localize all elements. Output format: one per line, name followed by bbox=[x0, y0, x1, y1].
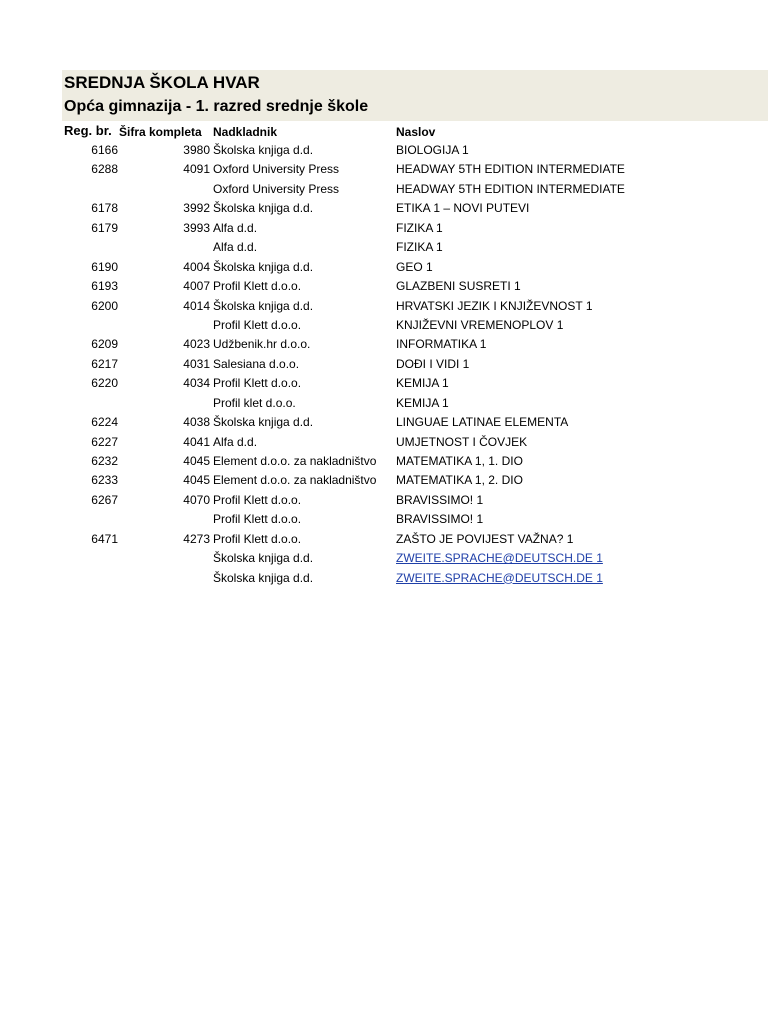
cell-nadkladnik: Profil Klett d.o.o. bbox=[213, 376, 302, 391]
cell-reg: 6224 bbox=[91, 415, 118, 430]
cell-sifra: 4045 bbox=[183, 454, 210, 468]
cell-sifra: 4273 bbox=[183, 531, 210, 546]
cell-nadkladnik: Profil Klett d.o.o. bbox=[213, 492, 302, 507]
table-row bbox=[0, 316, 768, 335]
cell-reg: 6190 bbox=[91, 259, 118, 274]
cell-naslov: HEADWAY 5TH EDITION INTERMEDIATE bbox=[396, 181, 625, 196]
cell-naslov-link[interactable]: ZWEITE.SPRACHE@DEUTSCH.DE 1 bbox=[396, 570, 603, 585]
table-row bbox=[0, 569, 768, 588]
cell-naslov: KEMIJA 1 bbox=[396, 395, 449, 410]
cell-reg: 6209 bbox=[91, 337, 118, 352]
table-row bbox=[0, 180, 768, 199]
cell-naslov-link[interactable]: ZWEITE.SPRACHE@DEUTSCH.DE 1 bbox=[396, 551, 603, 566]
cell-naslov: ZAŠTO JE POVIJEST VAŽNA? 1 bbox=[396, 531, 574, 546]
cell-nadkladnik: Školska knjiga d.d. bbox=[213, 201, 314, 216]
table-row bbox=[0, 238, 768, 257]
cell-nadkladnik: Alfa d.d. bbox=[213, 434, 258, 449]
cell-nadkladnik: Školska knjiga d.d. bbox=[213, 298, 314, 313]
table-row bbox=[0, 160, 768, 179]
cell-nadkladnik: Školska knjiga d.d. bbox=[213, 143, 314, 157]
table-row bbox=[0, 549, 768, 568]
cell-naslov: HRVATSKI JEZIK I KNJIŽEVNOST 1 bbox=[396, 298, 593, 313]
cell-nadkladnik: Profil klet d.o.o. bbox=[213, 395, 296, 410]
cell-sifra: 4091 bbox=[183, 162, 210, 177]
cell-naslov: KNJIŽEVNI VREMENOPLOV 1 bbox=[396, 317, 564, 332]
cell-naslov: FIZIKA 1 bbox=[396, 220, 443, 235]
cell-nadkladnik: Profil Klett d.o.o. bbox=[213, 531, 302, 546]
table-row bbox=[0, 433, 768, 452]
cell-nadkladnik: Salesiana d.o.o. bbox=[213, 356, 300, 371]
table-body bbox=[0, 141, 768, 588]
cell-naslov: KEMIJA 1 bbox=[396, 376, 449, 391]
cell-naslov: BRAVISSIMO! 1 bbox=[396, 492, 484, 507]
cell-nadkladnik: Udžbenik.hr d.o.o. bbox=[213, 337, 311, 352]
cell-nadkladnik: Profil Klett d.o.o. bbox=[213, 279, 302, 294]
cell-nadkladnik: Školska knjiga d.d. bbox=[213, 415, 314, 430]
cell-sifra: 3980 bbox=[183, 143, 210, 157]
cell-naslov: GLAZBENI SUSRETI 1 bbox=[396, 279, 521, 294]
school-title: SREDNJA ŠKOLA HVAR bbox=[64, 73, 260, 92]
table-row bbox=[0, 141, 768, 160]
cell-naslov: BRAVISSIMO! 1 bbox=[396, 512, 484, 527]
cell-sifra: 4038 bbox=[183, 415, 210, 430]
cell-reg: 6227 bbox=[91, 434, 118, 449]
cell-sifra: 4041 bbox=[183, 434, 210, 449]
table-row bbox=[0, 394, 768, 413]
cell-reg: 6232 bbox=[91, 454, 118, 468]
column-header-reg: Reg. br. bbox=[64, 123, 112, 138]
table-row bbox=[0, 199, 768, 218]
table-row bbox=[0, 258, 768, 277]
cell-naslov: BIOLOGIJA 1 bbox=[396, 143, 469, 157]
cell-reg: 6200 bbox=[91, 298, 118, 313]
cell-reg: 6471 bbox=[91, 531, 118, 546]
cell-reg: 6178 bbox=[91, 201, 118, 216]
cell-nadkladnik: Alfa d.d. bbox=[213, 240, 258, 255]
cell-nadkladnik: Školska knjiga d.d. bbox=[213, 570, 314, 585]
cell-sifra: 4014 bbox=[183, 298, 210, 313]
table-row bbox=[0, 219, 768, 238]
cell-nadkladnik: Element d.o.o. za nakladništvo bbox=[213, 454, 377, 468]
cell-sifra: 4034 bbox=[183, 376, 210, 391]
cell-reg: 6288 bbox=[91, 162, 118, 177]
column-header-nadkladnik: Nadkladnik bbox=[213, 125, 278, 139]
cell-naslov: INFORMATIKA 1 bbox=[396, 337, 487, 352]
column-header-naslov: Naslov bbox=[396, 125, 436, 139]
cell-nadkladnik: Školska knjiga d.d. bbox=[213, 551, 314, 566]
cell-naslov: DOĐI I VIDI 1 bbox=[396, 356, 470, 371]
table-row bbox=[0, 510, 768, 529]
cell-sifra: 3993 bbox=[183, 220, 210, 235]
cell-reg: 6217 bbox=[91, 356, 118, 371]
cell-reg: 6193 bbox=[91, 279, 118, 294]
cell-naslov: FIZIKA 1 bbox=[396, 240, 443, 255]
cell-sifra: 4007 bbox=[183, 279, 210, 294]
column-header-sifra: Šifra kompleta bbox=[119, 125, 202, 139]
cell-sifra: 4004 bbox=[183, 259, 210, 274]
table-row bbox=[0, 277, 768, 296]
cell-reg: 6233 bbox=[91, 473, 118, 488]
table-row bbox=[0, 452, 768, 471]
table-row bbox=[0, 355, 768, 374]
cell-nadkladnik: Školska knjiga d.d. bbox=[213, 259, 314, 274]
cell-reg: 6220 bbox=[91, 376, 118, 391]
cell-nadkladnik: Alfa d.d. bbox=[213, 220, 258, 235]
cell-naslov: HEADWAY 5TH EDITION INTERMEDIATE bbox=[396, 162, 625, 177]
cell-naslov: UMJETNOST I ČOVJEK bbox=[396, 434, 528, 449]
table-row bbox=[0, 413, 768, 432]
table-row bbox=[0, 297, 768, 316]
cell-reg: 6166 bbox=[91, 143, 118, 157]
cell-naslov: GEO 1 bbox=[396, 259, 433, 274]
cell-nadkladnik: Oxford University Press bbox=[213, 181, 340, 196]
cell-sifra: 4031 bbox=[183, 356, 210, 371]
cell-nadkladnik: Oxford University Press bbox=[213, 162, 340, 177]
program-title: Opća gimnazija - 1. razred srednje škole bbox=[64, 98, 369, 115]
table-row bbox=[0, 530, 768, 549]
cell-naslov: ETIKA 1 – NOVI PUTEVI bbox=[396, 201, 530, 216]
cell-sifra: 4070 bbox=[183, 492, 210, 507]
table-row bbox=[0, 491, 768, 510]
cell-naslov: LINGUAE LATINAE ELEMENTA bbox=[396, 415, 569, 430]
cell-naslov: MATEMATIKA 1, 2. DIO bbox=[396, 473, 523, 488]
cell-nadkladnik: Profil Klett d.o.o. bbox=[213, 317, 302, 332]
cell-nadkladnik: Element d.o.o. za nakladništvo bbox=[213, 473, 377, 488]
table-row bbox=[0, 471, 768, 490]
cell-reg: 6267 bbox=[91, 492, 118, 507]
cell-sifra: 4045 bbox=[183, 473, 210, 488]
cell-sifra: 4023 bbox=[183, 337, 210, 352]
table-row bbox=[0, 374, 768, 393]
cell-nadkladnik: Profil Klett d.o.o. bbox=[213, 512, 302, 527]
cell-sifra: 3992 bbox=[183, 201, 210, 216]
cell-naslov: MATEMATIKA 1, 1. DIO bbox=[396, 454, 523, 468]
cell-reg: 6179 bbox=[91, 220, 118, 235]
table-row bbox=[0, 335, 768, 354]
